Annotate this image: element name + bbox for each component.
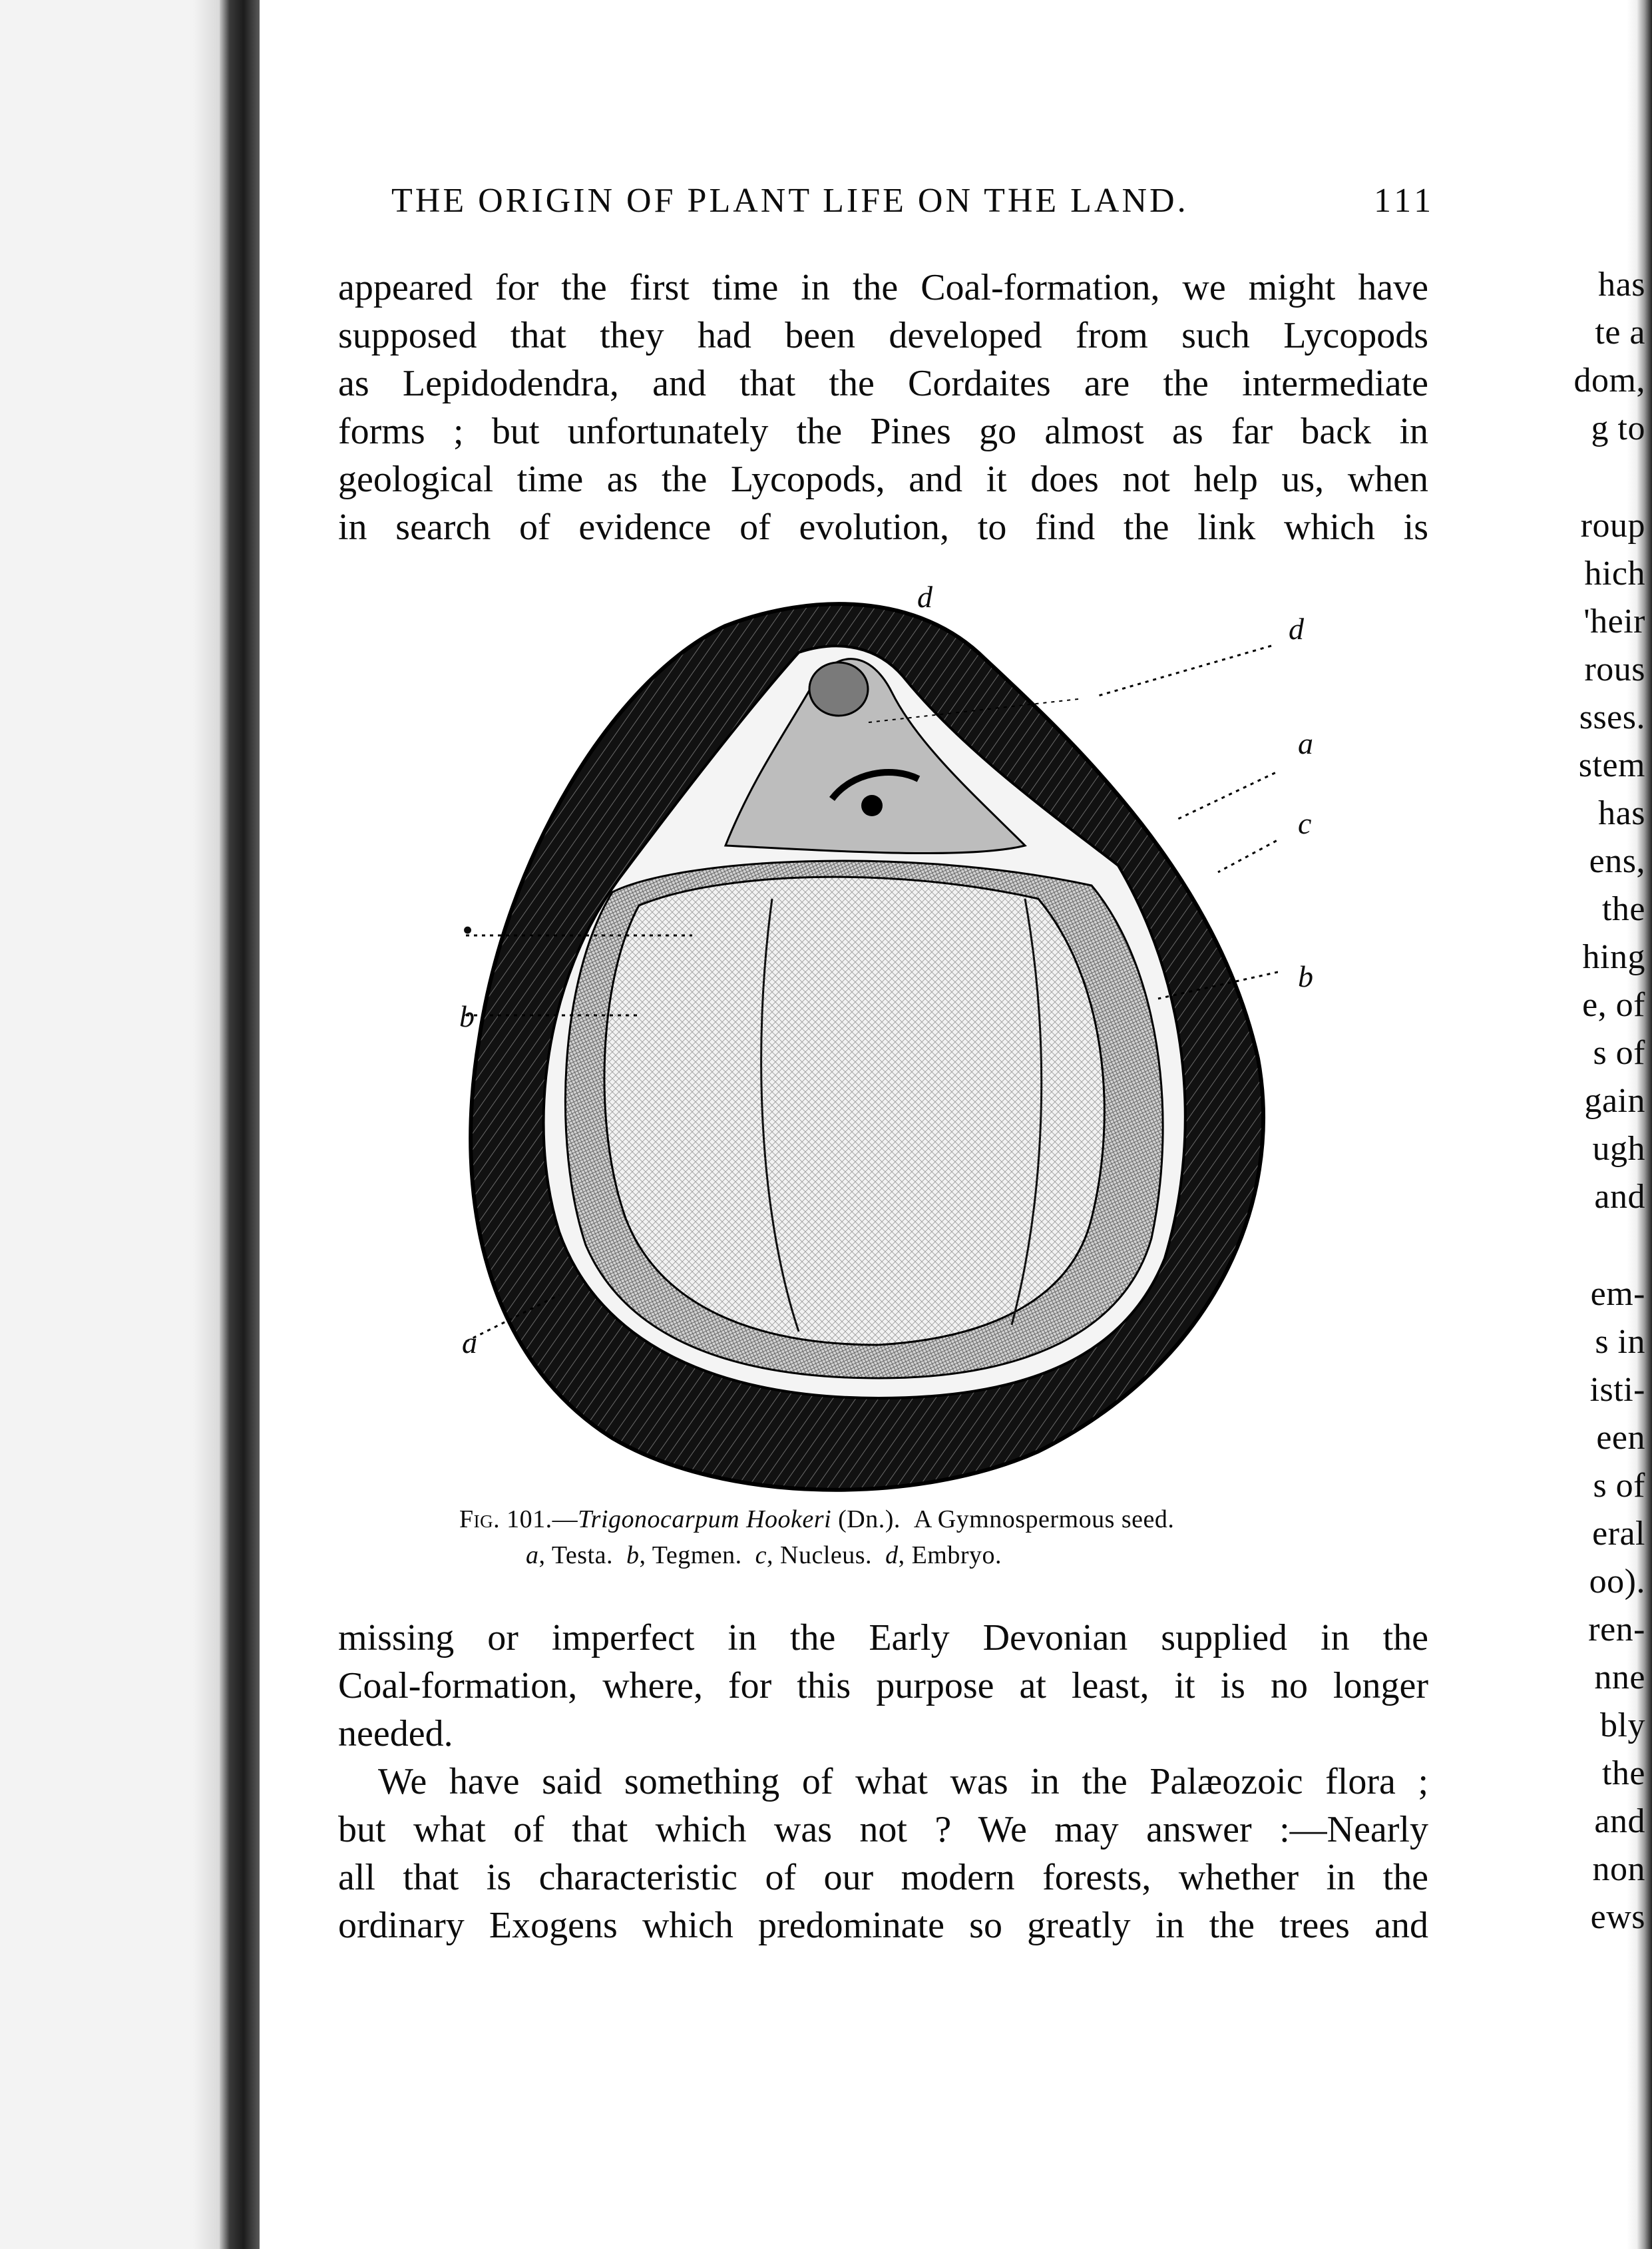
facing-line: em- xyxy=(1590,1275,1645,1313)
embryo xyxy=(809,662,868,716)
seed-illustration xyxy=(439,579,1278,1505)
facing-line: gain xyxy=(1584,1082,1645,1120)
page-number: 111 xyxy=(1374,182,1436,220)
legend-text: Nucleus. xyxy=(780,1541,873,1569)
label-left-3: a xyxy=(462,1326,477,1360)
facing-line: ens, xyxy=(1589,842,1645,880)
text-line: missing or imperfect in the Early Devonian supplied in the xyxy=(338,1617,1428,1658)
facing-line: hing xyxy=(1582,938,1645,976)
book-spine xyxy=(220,0,260,2249)
label-left-1: • xyxy=(462,913,473,947)
text-line: Coal-formation, where, for this purpose at least, it is no longer xyxy=(338,1665,1428,1706)
text-line: all that is characteristic of our modern forests, whether in the xyxy=(338,1857,1428,1898)
facing-line: bly xyxy=(1600,1706,1645,1744)
facing-line: een xyxy=(1596,1419,1645,1457)
facing-line: te a xyxy=(1595,314,1645,352)
facing-line: s of xyxy=(1593,1467,1645,1505)
legend-text: Tegmen. xyxy=(652,1541,742,1569)
label-right-b: b xyxy=(1298,959,1313,993)
text-line: but what of that which was not ? We may answer :—Nearly xyxy=(338,1809,1428,1850)
facing-line: roup xyxy=(1580,507,1645,545)
text-line: geological time as the Lycopods, and it does not help us, when xyxy=(338,459,1428,500)
facing-line: has xyxy=(1598,794,1645,832)
facing-line: dom, xyxy=(1573,362,1645,399)
caption-authority: (Dn.). xyxy=(838,1505,901,1533)
text-line: as Lepidodendra, and that the Cordaites are the intermediate xyxy=(338,363,1428,404)
figure-legend: a, Testa. b, Tegmen. c, Nucleus. d, Embryo. xyxy=(526,1541,1002,1569)
caption-number: 101. xyxy=(507,1505,552,1533)
facing-line: non xyxy=(1592,1850,1645,1888)
facing-line: g to xyxy=(1591,409,1645,447)
facing-line: e, of xyxy=(1582,986,1645,1024)
running-head: THE ORIGIN OF PLANT LIFE ON THE LAND. xyxy=(391,182,1189,220)
facing-line: eral xyxy=(1592,1515,1645,1553)
facing-line: nne xyxy=(1594,1658,1645,1696)
facing-line: and xyxy=(1594,1178,1645,1216)
facing-line: ews xyxy=(1590,1898,1645,1936)
facing-line: 'heir xyxy=(1583,603,1645,640)
facing-line: and xyxy=(1594,1802,1645,1840)
legend-key: b xyxy=(626,1541,640,1569)
facing-line: rous xyxy=(1584,650,1645,688)
legend-key: c xyxy=(755,1541,767,1569)
label-right-c: c xyxy=(1298,806,1312,840)
caption-description: A Gymnospermous seed. xyxy=(913,1505,1175,1533)
facing-line: isti- xyxy=(1589,1371,1645,1409)
nucleus xyxy=(604,877,1104,1345)
text-line: We have said something of what was in the Palæozoic flora ; xyxy=(378,1761,1428,1802)
gutter-shadow xyxy=(193,0,221,2249)
facing-line: has xyxy=(1598,266,1645,304)
facing-line: s of xyxy=(1593,1034,1645,1072)
caption-dash: — xyxy=(552,1505,578,1533)
label-left-2: b xyxy=(459,999,475,1033)
facing-line: stem xyxy=(1578,746,1645,784)
facing-line: the xyxy=(1601,890,1645,928)
facing-line: oo). xyxy=(1589,1563,1645,1601)
legend-text: Testa. xyxy=(551,1541,613,1569)
facing-line: the xyxy=(1601,1754,1645,1792)
text-line: forms ; but unfortunately the Pines go almost as far back in xyxy=(338,411,1428,452)
legend-key: d xyxy=(885,1541,899,1569)
legend-text: Embryo. xyxy=(911,1541,1002,1569)
caption-species: Trigonocarpum Hookeri xyxy=(578,1505,832,1533)
facing-line: hich xyxy=(1584,555,1645,593)
label-right-d: d xyxy=(1289,612,1304,646)
facing-line: ugh xyxy=(1592,1130,1645,1168)
facing-line: sses. xyxy=(1579,698,1645,736)
text-line: appeared for the first time in the Coal-formation, we might have xyxy=(338,267,1428,308)
label-right-a: a xyxy=(1298,726,1313,760)
text-line: supposed that they had been developed from such Lycopods xyxy=(338,315,1428,356)
text-line: ordinary Exogens which predominate so greatly in the trees and xyxy=(338,1905,1428,1946)
figure-caption xyxy=(459,1505,1174,1534)
caption-prefix: Fig. xyxy=(459,1505,501,1533)
legend-key: a xyxy=(526,1541,539,1569)
text-line: in search of evidence of evolution, to find the link which is xyxy=(338,507,1428,548)
facing-line: s in xyxy=(1595,1323,1645,1361)
text-line: needed. xyxy=(338,1713,453,1754)
label-top-d: d xyxy=(917,580,932,614)
facing-line: ren- xyxy=(1588,1611,1645,1648)
facing-page xyxy=(0,0,200,2249)
